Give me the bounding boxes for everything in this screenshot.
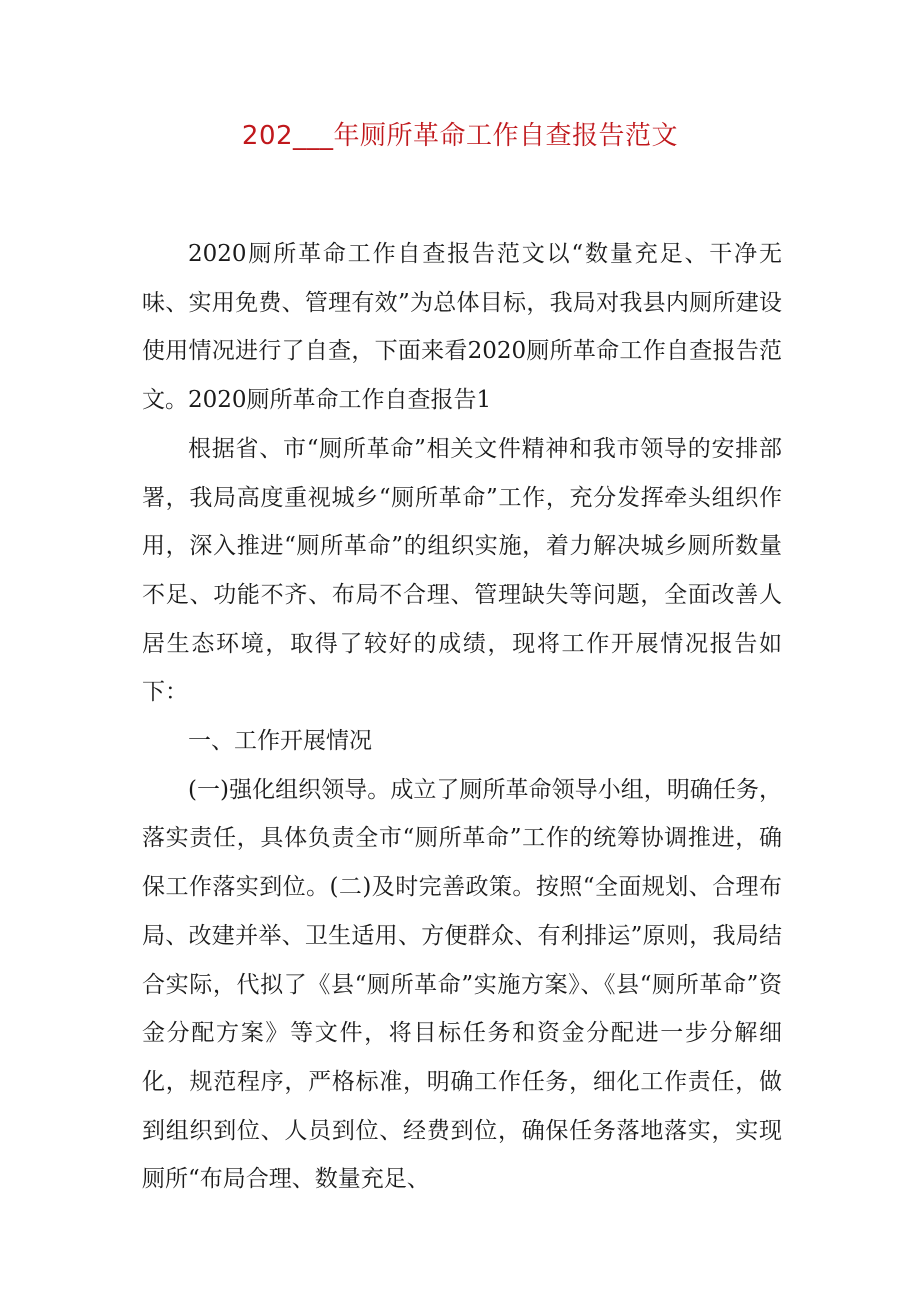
measures-paragraph: (一)强化组织领导。成立了厕所革命领导小组，明确任务，落实责任，具体负责全市“厕所革命”工作的统筹协调推进，确保工作落实到位。(二)及时完善政策。按照“全面规划、合理布局、改建并举、卫生适用、方便群众、有利排运”原则，我局结合实际，代拟了《县“厕所革命”实施方案》、《县“厕所革命”资金分配方案》等文件，将目标任务和资金分配进一步分解细化，规范程序，严格标准，明确工作任务，细化工作责任，做到组织到位、人员到位、经费到位，确保任务落地落实，实现厕所“布局合理、数量充足、 [142,776,782,1193]
background-paragraph: 根据省、市“厕所革命”相关文件精神和我市领导的安排部署，我局高度重视城乡“厕所革命”工作，充分发挥牵头组织作用，深入推进“厕所革命”的组织实施，着力解决城乡厕所数量不足、功能不齐、布局不合理、管理缺失等问题，全面改善人居生态环境，取得了较好的成绩，现将工作开展情况报告如下： [142,435,782,706]
document-title: 202___年厕所革命工作自查报告范文 [241,121,679,151]
section-heading: 一、工作开展情况 [188,728,372,755]
intro-paragraph: 2020厕所革命工作自查报告范文以“数量充足、干净无味、实用免费、管理有效”为总体目标，我局对我县内厕所建设使用情况进行了自查，下面来看2020厕所革命工作自查报告范文。2020厕所革命工作自查报告1 [142,241,782,414]
document-body [142,230,782,1204]
